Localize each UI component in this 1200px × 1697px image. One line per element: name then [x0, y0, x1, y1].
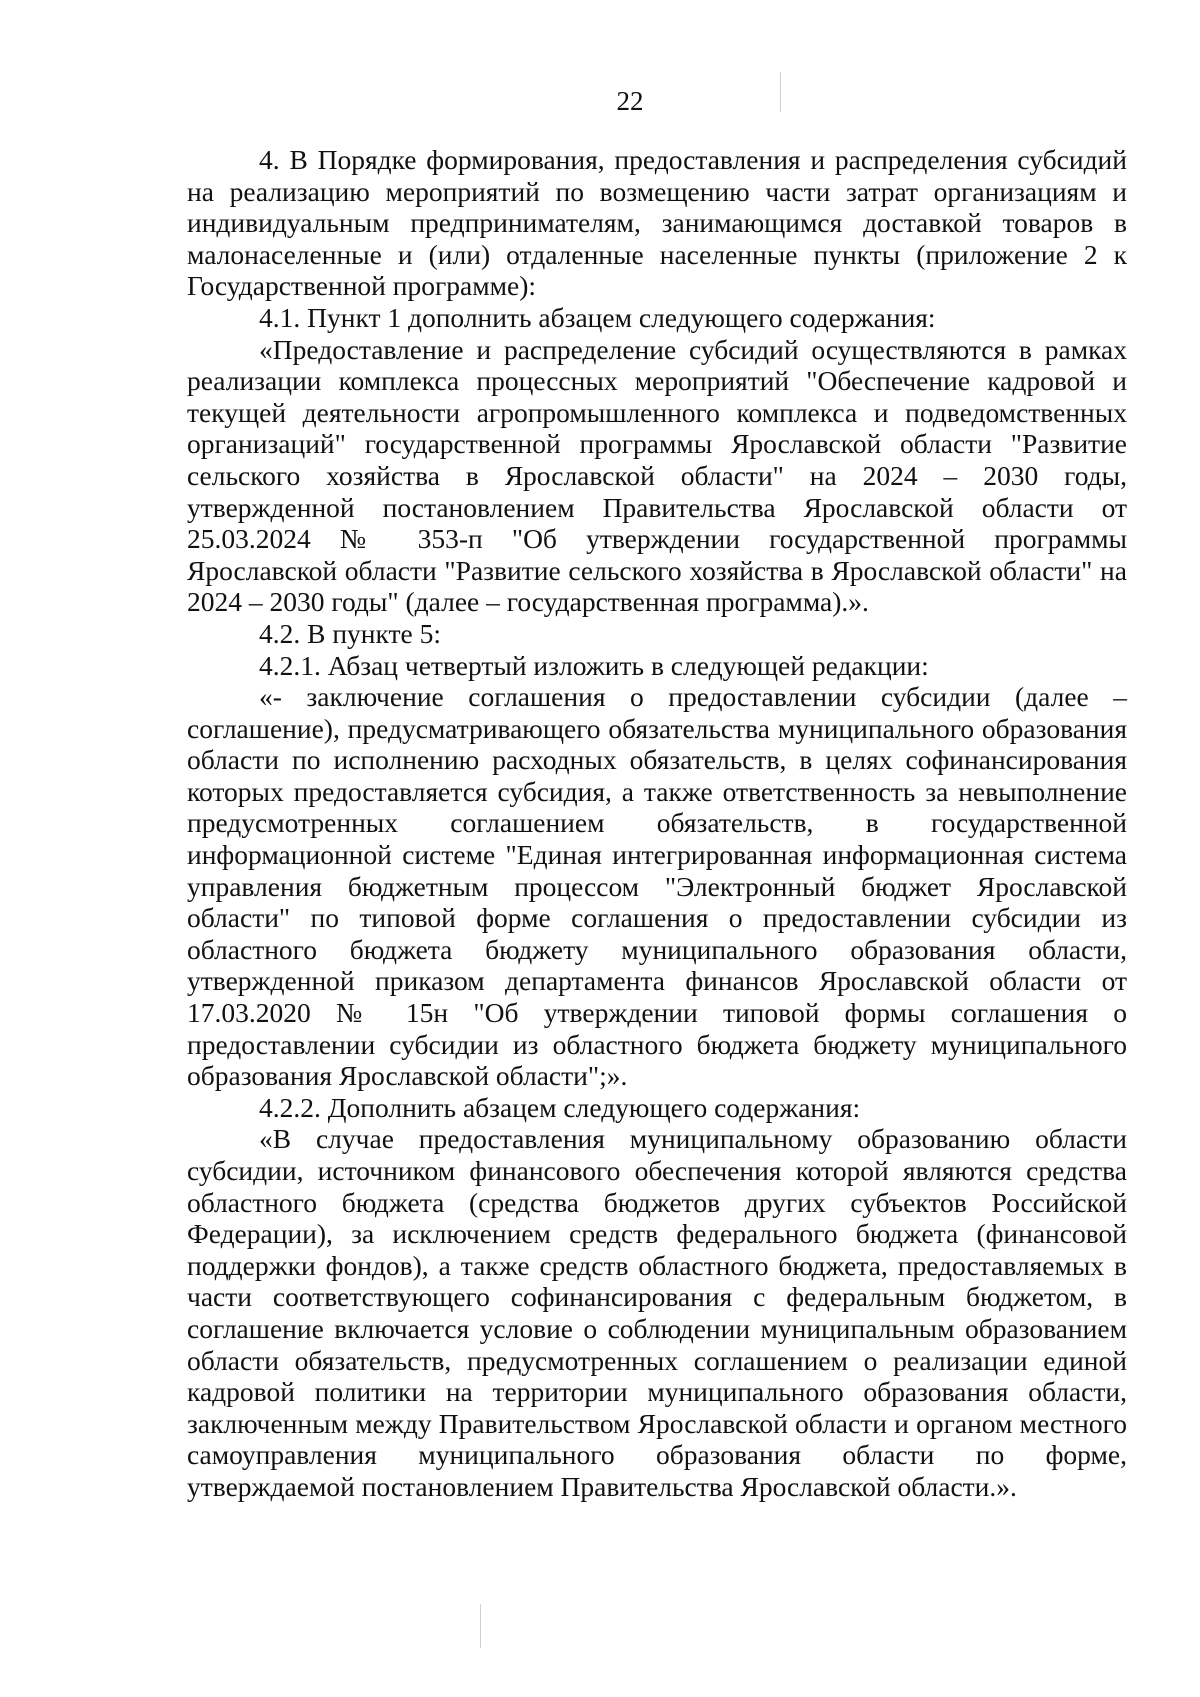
paragraph-item-4-2-2: 4.2.2. Дополнить абзацем следующего содержания:: [259, 1091, 861, 1123]
paragraph-item-4: 4. В Порядке формирования, предоставления и распределения субсидий на реализацию мероприятий по возмещению части затрат организациям и индивидуальным предпринимателям, занимающимся доставкой товаров в малонаселенные и (или) отдаленные населенные пункты (приложение 2 к Государственной программе):: [187, 144, 1127, 302]
paragraph-item-4-2-1: 4.2.1. Абзац четвертый изложить в следующей редакции:: [259, 649, 929, 681]
document-body: [187, 144, 1127, 1503]
paragraph-item-4-1: 4.1. Пункт 1 дополнить абзацем следующего содержания:: [259, 301, 936, 333]
paragraph-quote-4-1: «Предоставление и распределение субсидий осуществляются в рамках реализации комплекса процессных мероприятий "Обеспечение кадровой и текущей деятельности агропромышленного комплекса и подведомственных организаций" государственной программы Ярославской области "Развитие сельского хозяйства в Ярославской области" на 2024 – 2030 годы, утвержденной постановлением Правительства Ярославской области от 25.03.2024 № 353-п "Об утверждении государственной программы Ярославской области "Развитие сельского хозяйства в Ярославской области" на 2024 – 2030 годы" (далее – государственная программа).».: [187, 333, 1127, 618]
scan-artifact-line: [780, 72, 781, 112]
paragraph-quote-4-2-2: «В случае предоставления муниципальному образованию области субсидии, источником финансового обеспечения которой являются средства областного бюджета (средства бюджетов других субъектов Российской Федерации), за исключением средств федерального бюджета (финансовой поддержки фондов), а также средств областного бюджета, предоставляемых в части соответствующего софинансирования с федеральным бюджетом, в соглашение включается условие о соблюдении муниципальным образованием области обязательств, предусмотренных соглашением о реализации единой кадровой политики на территории муниципального образования области, заключенным между Правительством Ярославской области и органом местного самоуправления муниципального образования области по форме, утверждаемой постановлением Правительства Ярославской области.».: [187, 1123, 1127, 1502]
scan-artifact-line: [480, 1604, 481, 1648]
paragraph-item-4-2: 4.2. В пункте 5:: [259, 617, 442, 649]
paragraph-quote-4-2-1: «- заключение соглашения о предоставлении субсидии (далее – соглашение), предусматривающего обязательства муниципального образования области по исполнению расходных обязательств, в целях софинансирования которых предоставляется субсидия, а также ответственность за невыполнение предусмотренных соглашением обязательств, в государственной информационной системе "Единая интегрированная информационная система управления бюджетным процессом "Электронный бюджет Ярославской области" по типовой форме соглашения о предоставлении субсидии из областного бюджета бюджету муниципального образования области, утвержденной приказом департамента финансов Ярославской области от 17.03.2020 № 15н "Об утверждении типовой формы соглашения о предоставлении субсидии из областного бюджета бюджету муниципального образования Ярославской области";».: [187, 681, 1127, 1092]
page-number: 22: [616, 86, 644, 116]
